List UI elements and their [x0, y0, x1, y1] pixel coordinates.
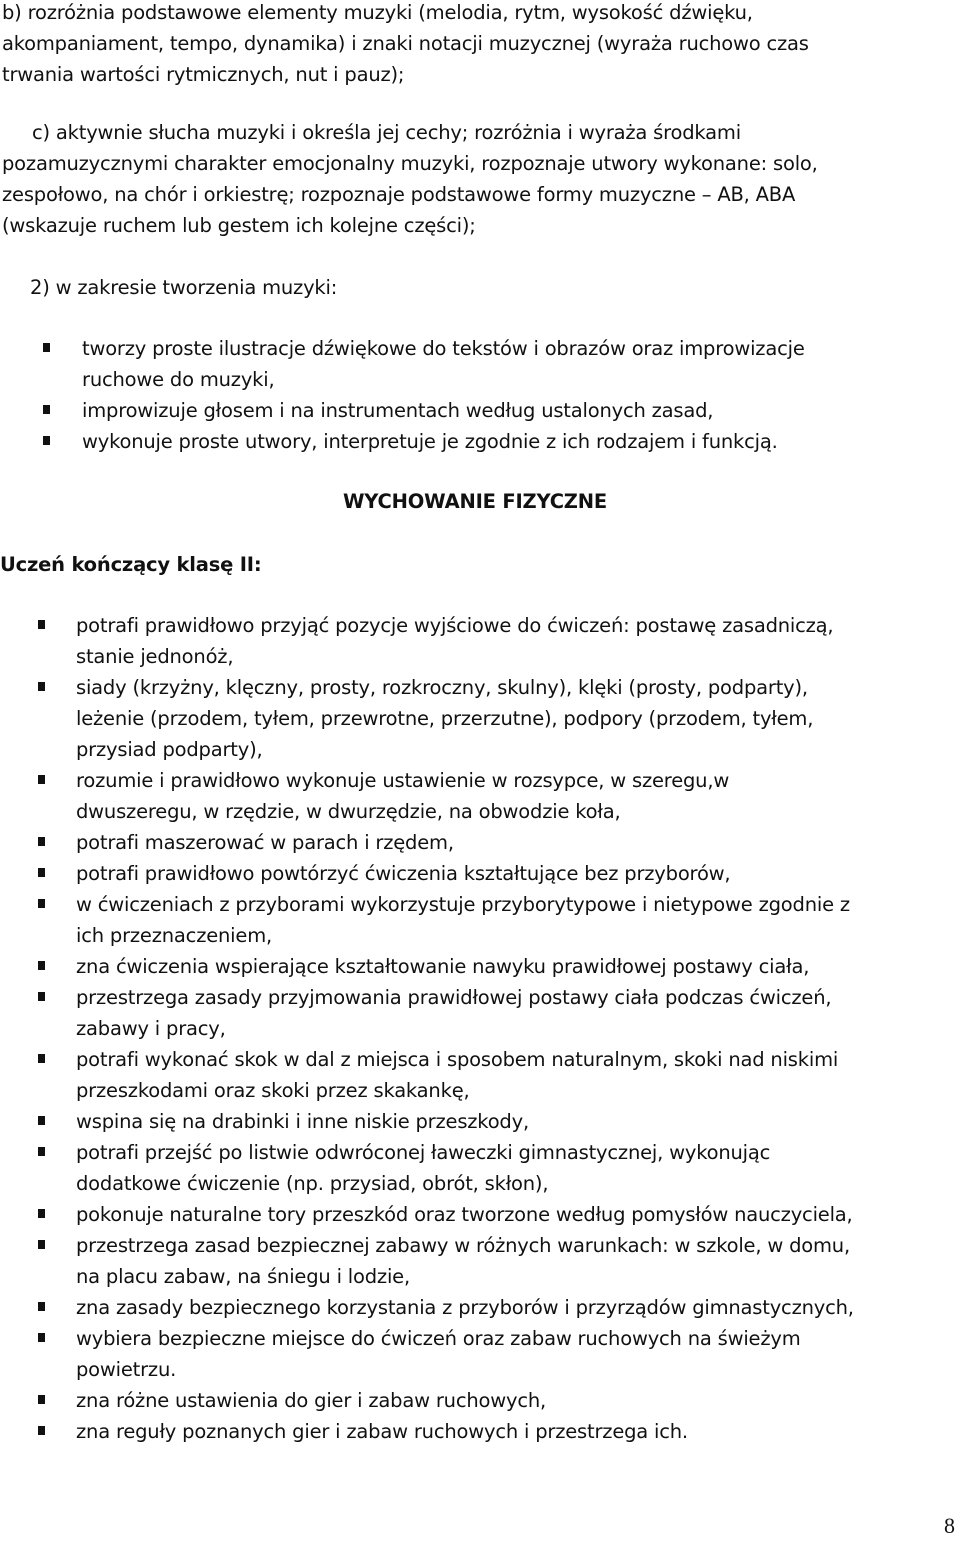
list-item: [0, 827, 960, 858]
text-line: zna ćwiczenia wspierające kształtowanie nawyku prawidłowej postawy ciała,: [76, 955, 810, 978]
bullet-square-icon: [38, 682, 45, 691]
bullet-square-icon: [38, 992, 45, 1001]
bullet-square-icon: [38, 1302, 45, 1311]
bullet-square-icon: [38, 1209, 45, 1218]
text-line: zna reguły poznanych gier i zabaw ruchowych i przestrzega ich.: [76, 1420, 688, 1443]
text-line: potrafi wykonać skok w dal z miejsca i sposobem naturalnym, skoki nad niskimi: [76, 1048, 839, 1071]
list-item: [0, 1137, 960, 1199]
text-line: zespołowo, na chór i orkiestrę; rozpoznaje podstawowe formy muzyczne – AB, ABA: [2, 183, 796, 206]
bullet-square-icon: [38, 899, 45, 908]
list-item: [0, 1199, 960, 1230]
text-line: na placu zabaw, na śniegu i lodzie,: [76, 1265, 410, 1288]
text-line: zabawy i pracy,: [76, 1017, 226, 1040]
text-line: rozumie i prawidłowo wykonuje ustawienie w rozsypce, w szeregu,w: [76, 769, 730, 792]
text-line: leżenie (przodem, tyłem, przewrotne, przerzutne), podpory (przodem, tyłem,: [76, 707, 814, 730]
text-line: przeszkodami oraz skoki przez skakankę,: [76, 1079, 470, 1102]
bullet-square-icon: [38, 1054, 45, 1063]
bullet-square-icon: [38, 1116, 45, 1125]
list-item: [0, 1230, 960, 1292]
bullet-square-icon: [43, 436, 50, 445]
text-line: (wskazuje ruchem lub gestem ich kolejne części);: [2, 214, 476, 237]
music-section-2-heading: 2) w zakresie tworzenia muzyki:: [30, 276, 338, 299]
text-line: wybiera bezpieczne miejsce do ćwiczeń oraz zabaw ruchowych na świeżym: [76, 1327, 801, 1350]
list-item: [0, 395, 960, 426]
text-line: w ćwiczeniach z przyborami wykorzystuje przyborytypowe i nietypowe zgodnie z: [76, 893, 850, 916]
text-line: powietrzu.: [76, 1358, 177, 1381]
bullet-square-icon: [43, 343, 50, 352]
text-line: wykonuje proste utwory, interpretuje je zgodnie z ich rodzajem i funkcją.: [82, 430, 778, 453]
text-line: potrafi prawidłowo powtórzyć ćwiczenia kształtujące bez przyborów,: [76, 862, 731, 885]
list-item: [0, 1106, 960, 1137]
section-title: WYCHOWANIE FIZYCZNE: [343, 490, 607, 513]
text-line: dodatkowe ćwiczenie (np. przysiad, obrót, skłon),: [76, 1172, 549, 1195]
bullet-square-icon: [38, 1147, 45, 1156]
list-item: [0, 610, 960, 672]
list-item: [0, 1416, 960, 1447]
text-line: c) aktywnie słucha muzyki i określa jej cechy; rozróżnia i wyraża środkami: [32, 121, 741, 144]
text-line: akompaniament, tempo, dynamika) i znaki notacji muzycznej (wyraża ruchowo czas: [2, 32, 809, 55]
list-item: [0, 1044, 960, 1106]
section-subtitle: Uczeń kończący klasę II:: [0, 553, 262, 576]
page-number: 8: [944, 1513, 955, 1538]
list-item: [0, 982, 960, 1044]
text-line: stanie jednonóż,: [76, 645, 234, 668]
text-line: pozamuzycznymi charakter emocjonalny muzyki, rozpoznaje utwory wykonane: solo,: [2, 152, 818, 175]
text-line: dwuszeregu, w rzędzie, w dwurzędzie, na obwodzie koła,: [76, 800, 621, 823]
bullet-square-icon: [38, 620, 45, 629]
text-line: siady (krzyżny, klęczny, prosty, rozkroczny, skulny), klęki (prosty, podparty),: [76, 676, 808, 699]
text-line: tworzy proste ilustracje dźwiękowe do tekstów i obrazów oraz improwizacje: [82, 337, 805, 360]
list-item: [0, 1323, 960, 1385]
bullet-square-icon: [43, 405, 50, 414]
list-item: [0, 858, 960, 889]
text-line: potrafi maszerować w parach i rzędem,: [76, 831, 454, 854]
list-item: [0, 333, 960, 395]
list-item: [0, 672, 960, 765]
bullet-square-icon: [38, 868, 45, 877]
list-item: [0, 426, 960, 457]
text-line: przestrzega zasady przyjmowania prawidłowej postawy ciała podczas ćwiczeń,: [76, 986, 832, 1009]
list-item: [0, 1292, 960, 1323]
music-item-c: [2, 117, 818, 241]
text-line: przysiad podparty),: [76, 738, 263, 761]
text-line: trwania wartości rytmicznych, nut i pauz);: [2, 63, 405, 86]
text-line: wspina się na drabinki i inne niskie przeszkody,: [76, 1110, 529, 1133]
bullet-square-icon: [38, 775, 45, 784]
text-line: zna różne ustawienia do gier i zabaw ruchowych,: [76, 1389, 546, 1412]
text-line: improwizuje głosem i na instrumentach według ustalonych zasad,: [82, 399, 714, 422]
text-line: pokonuje naturalne tory przeszkód oraz tworzone według pomysłów nauczyciela,: [76, 1203, 853, 1226]
text-line: potrafi przejść po listwie odwróconej ławeczki gimnastycznej, wykonując: [76, 1141, 771, 1164]
text-line: przestrzega zasad bezpiecznej zabawy w różnych warunkach: w szkole, w domu,: [76, 1234, 850, 1257]
bullet-square-icon: [38, 837, 45, 846]
bullet-square-icon: [38, 1333, 45, 1342]
list-item: [0, 951, 960, 982]
text-line: b) rozróżnia podstawowe elementy muzyki (melodia, rytm, wysokość dźwięku,: [2, 1, 753, 24]
list-item: [0, 889, 960, 951]
music-bullet-list: [0, 333, 960, 457]
bullet-square-icon: [38, 1395, 45, 1404]
text-line: ruchowe do muzyki,: [82, 368, 275, 391]
pe-bullet-list: [0, 610, 960, 1447]
bullet-square-icon: [38, 961, 45, 970]
text-line: ich przeznaczeniem,: [76, 924, 272, 947]
bullet-square-icon: [38, 1426, 45, 1435]
list-item: [0, 765, 960, 827]
text-line: zna zasady bezpiecznego korzystania z przyborów i przyrządów gimnastycznych,: [76, 1296, 854, 1319]
text-line: potrafi prawidłowo przyjąć pozycje wyjściowe do ćwiczeń: postawę zasadniczą,: [76, 614, 834, 637]
music-item-b: [2, 0, 809, 90]
list-item: [0, 1385, 960, 1416]
bullet-square-icon: [38, 1240, 45, 1249]
